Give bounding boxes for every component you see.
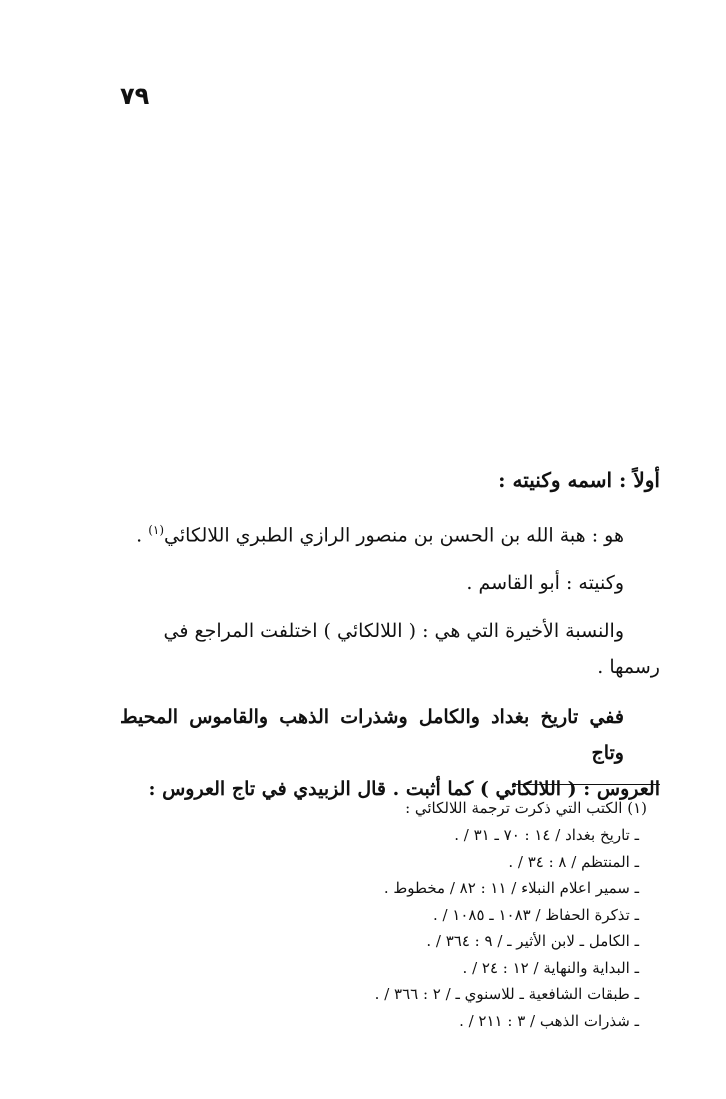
footnote-item: ـ المنتظم / ٨ : ٣٤ / . (508, 852, 639, 871)
nisba-paragraph (120, 613, 660, 685)
page-number: ٧٩ (120, 82, 150, 110)
sources-paragraph (120, 699, 660, 807)
footnote-item: ـ شذرات الذهب / ٣ : ٢١١ / . (459, 1011, 639, 1030)
sources-line-2: العروس : ( اللالكائي ) كما أثبت . قال الزبيدي في تاج العروس : (148, 778, 660, 801)
footnote-item: ـ طبقات الشافعية ـ للاسنوي ـ / ٢ : ٣٦٦ / . (374, 985, 639, 1003)
main-text (120, 462, 660, 807)
footnote-item: ـ البداية والنهاية / ١٢ : ٢٤ / . (462, 958, 639, 977)
name-end: . (136, 524, 149, 547)
footnote-divider (512, 784, 660, 785)
footnote-item: ـ تذكرة الحفاظ / ١٠٨٣ ـ ١٠٨٥ / . (432, 905, 639, 924)
footnote-title: (١) الكتب التي ذكرت ترجمة اللالكائي : (405, 799, 647, 817)
footnote-item: ـ الكامل ـ لابن الأثير ـ / ٩ : ٣٦٤ / . (426, 932, 639, 950)
section-heading: أولاً : اسمه وكنيته : (498, 468, 660, 492)
nisba-line-2: رسمها . (597, 656, 660, 679)
nisba-line-1: والنسبة الأخيرة التي هي : ( اللالكائي ) اختلفت المراجع في (163, 620, 624, 643)
footnote-item: ـ تاريخ بغداد / ١٤ : ٧٠ ـ ٣١ / . (454, 826, 639, 844)
footnote-item: ـ سمير اعلام النبلاء / ١١ : ٨٢ / مخطوط . (383, 879, 639, 897)
kunya-paragraph: وكنيته : أبو القاسم . (466, 572, 624, 595)
sources-line-1: ففي تاريخ بغداد والكامل وشذرات الذهب والقاموس المحيط وتاج (120, 706, 624, 765)
footnote-list (140, 822, 655, 1034)
footnote-reference: (١) (148, 523, 165, 537)
name-text: هو : هبة الله بن الحسن بن منصور الرازي الطبري اللالكائي (164, 524, 624, 547)
name-paragraph (120, 512, 660, 553)
footnotes (140, 795, 655, 1034)
